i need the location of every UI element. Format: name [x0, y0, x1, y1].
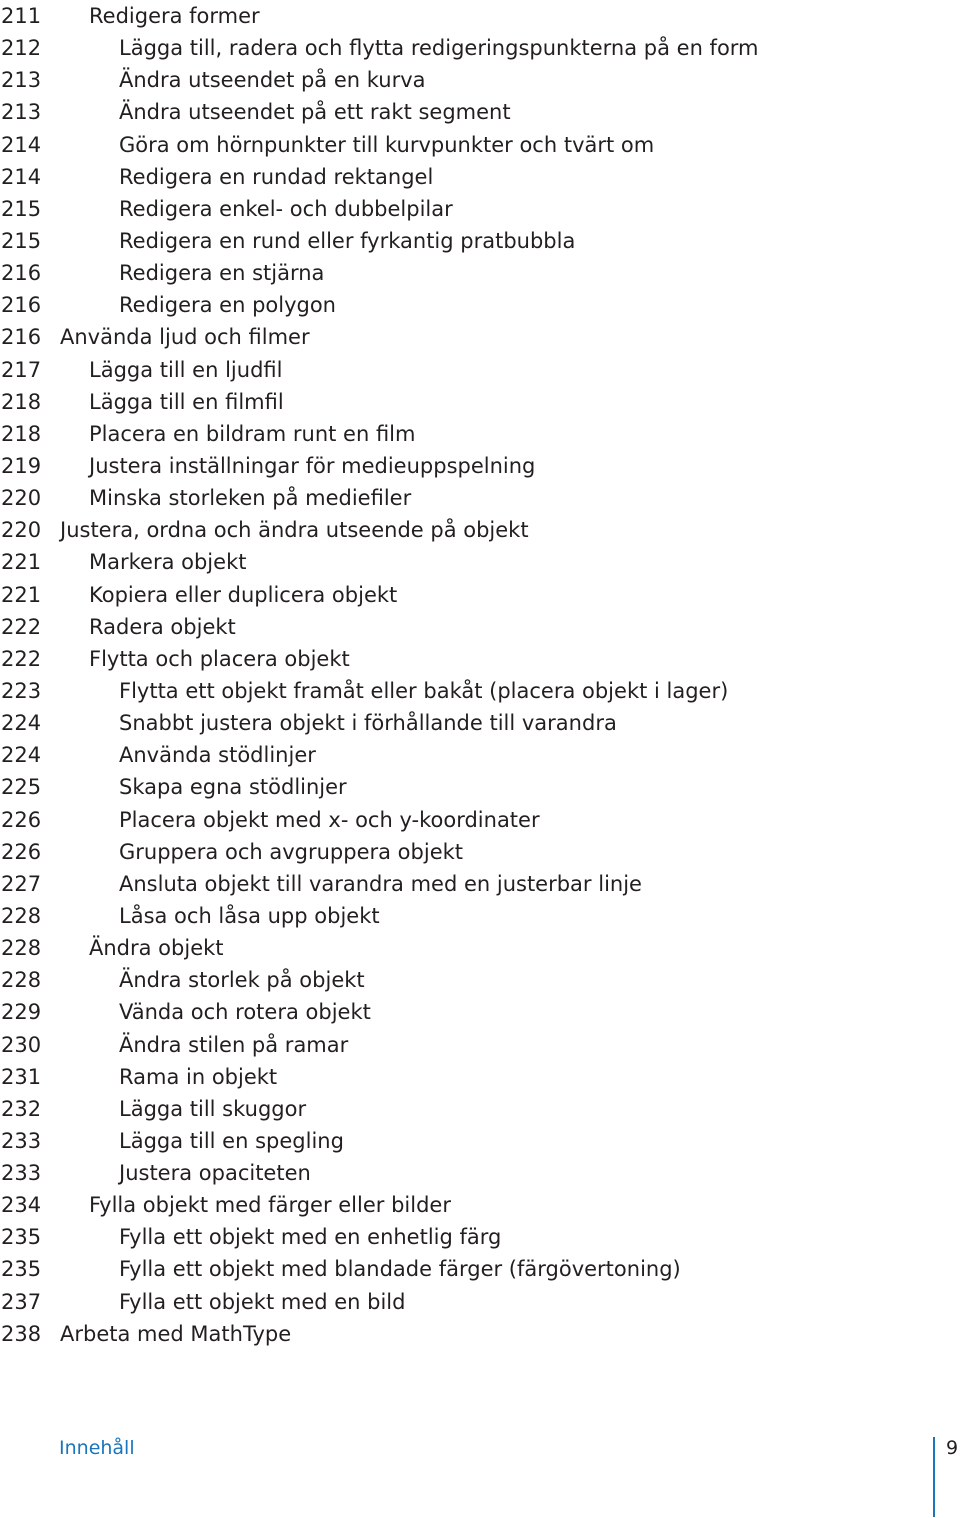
toc-entry-title[interactable]: Markera objekt	[89, 550, 247, 575]
toc-entry[interactable]	[0, 1189, 960, 1221]
toc-entry-title[interactable]: Kopiera eller duplicera objekt	[89, 582, 398, 607]
toc-entry-title[interactable]: Ändra stilen på ramar	[119, 1032, 349, 1057]
toc-entry-title[interactable]: Använda ljud och filmer	[60, 325, 310, 350]
toc-page-number: 237	[1, 1289, 42, 1314]
toc-page-number: 218	[1, 421, 42, 446]
toc-page-number: 231	[1, 1064, 42, 1089]
toc-entry[interactable]	[0, 354, 960, 386]
toc-entry[interactable]	[0, 1157, 960, 1189]
toc-entry-title[interactable]: Skapa egna stödlinjer	[119, 775, 347, 800]
toc-page-number: 214	[1, 132, 42, 157]
toc-entry-title[interactable]: Radera objekt	[89, 614, 236, 639]
toc-page-number: 225	[1, 775, 42, 800]
toc-entry-title[interactable]: Redigera en rund eller fyrkantig pratbubbla	[119, 228, 576, 253]
toc-page-number: 220	[1, 486, 42, 511]
toc-entry[interactable]	[0, 321, 960, 353]
toc-page-number: 218	[1, 389, 42, 414]
toc-page-number: 213	[1, 68, 42, 93]
toc-entry-title[interactable]: Ändra objekt	[89, 936, 224, 961]
toc-page-number: 221	[1, 550, 42, 575]
toc-entry-title[interactable]: Flytta och placera objekt	[89, 646, 350, 671]
toc-entry-title[interactable]: Lägga till en ljudfil	[89, 357, 283, 382]
toc-page-number: 224	[1, 743, 42, 768]
toc-entry-title[interactable]: Fylla ett objekt med en enhetlig färg	[119, 1225, 502, 1250]
toc-page-number: 226	[1, 839, 42, 864]
toc-entry-title[interactable]: Redigera en rundad rektangel	[119, 164, 434, 189]
toc-entry-title[interactable]: Placera objekt med x- och y-koordinater	[119, 807, 540, 832]
toc-entry-title[interactable]: Lägga till en filmfil	[89, 389, 284, 414]
toc-page-number: 233	[1, 1128, 42, 1153]
toc-entry-title[interactable]: Minska storleken på mediefiler	[89, 486, 412, 511]
toc-entry-title[interactable]: Ändra utseendet på ett rakt segment	[119, 100, 511, 125]
toc-entry[interactable]	[0, 771, 960, 803]
footer-page-number: 9	[946, 1437, 959, 1459]
toc-entry-title[interactable]: Ändra storlek på objekt	[119, 968, 365, 993]
toc-page-number: 211	[1, 4, 42, 28]
toc-entry-title[interactable]: Låsa och låsa upp objekt	[119, 903, 380, 928]
toc-entry-title[interactable]: Arbeta med MathType	[60, 1321, 292, 1346]
toc-entry-title[interactable]: Fylla ett objekt med blandade färger (färgövertoning)	[119, 1257, 681, 1282]
footer-section-link[interactable]: Innehåll	[59, 1437, 135, 1459]
toc-entry[interactable]	[0, 1221, 960, 1253]
toc-page-number: 216	[1, 325, 42, 350]
toc-entry[interactable]	[0, 386, 960, 418]
toc-entry[interactable]	[0, 161, 960, 193]
toc-entry[interactable]	[0, 1253, 960, 1285]
toc-page-number: 212	[1, 36, 42, 61]
toc-entry[interactable]	[0, 900, 960, 932]
toc-entry[interactable]	[0, 64, 960, 96]
toc-page-number: 213	[1, 100, 42, 125]
toc-entry-title[interactable]: Lägga till, radera och flytta redigeringspunkterna på en form	[119, 36, 759, 61]
toc-page-number: 222	[1, 646, 42, 671]
toc-entry-title[interactable]: Rama in objekt	[119, 1064, 278, 1089]
toc-entry-title[interactable]: Redigera former	[89, 4, 260, 28]
toc-page-number: 230	[1, 1032, 42, 1057]
toc-entry[interactable]	[0, 129, 960, 161]
toc-entry[interactable]	[0, 225, 960, 257]
toc-page-number: 222	[1, 614, 42, 639]
toc-entry[interactable]	[0, 611, 960, 643]
toc-entry-title[interactable]: Redigera en stjärna	[119, 261, 325, 286]
toc-entry-title[interactable]: Fylla objekt med färger eller bilder	[89, 1193, 451, 1218]
toc-entry[interactable]	[0, 868, 960, 900]
toc-entry[interactable]	[0, 257, 960, 289]
toc-entry[interactable]	[0, 579, 960, 611]
toc-entry[interactable]	[0, 32, 960, 64]
toc-page-number: 216	[1, 293, 42, 318]
toc-entry[interactable]	[0, 804, 960, 836]
toc-page-number: 216	[1, 261, 42, 286]
toc-entry-title[interactable]: Ändra utseendet på en kurva	[119, 68, 426, 93]
toc-entry-title[interactable]: Flytta ett objekt framåt eller bakåt (placera objekt i lager)	[119, 678, 729, 703]
toc-entry[interactable]	[0, 836, 960, 868]
toc-page-number: 223	[1, 678, 42, 703]
toc-entry[interactable]	[0, 1061, 960, 1093]
toc-entry-title[interactable]: Använda stödlinjer	[119, 743, 316, 768]
toc-page-number: 227	[1, 871, 42, 896]
toc-page-number: 228	[1, 936, 42, 961]
toc-entry-title[interactable]: Ansluta objekt till varandra med en justerbar linje	[119, 871, 642, 896]
toc-entry-title[interactable]: Justera, ordna och ändra utseende på objekt	[60, 518, 529, 543]
toc-entry[interactable]	[0, 1093, 960, 1125]
toc-entry-title[interactable]: Redigera en polygon	[119, 293, 336, 318]
toc-entry-title[interactable]: Justera inställningar för medieuppspelning	[89, 453, 536, 478]
toc-entry[interactable]	[0, 932, 960, 964]
toc-page-number: 215	[1, 196, 42, 221]
toc-entry[interactable]	[0, 193, 960, 225]
toc-entry[interactable]	[0, 482, 960, 514]
toc-page-number: 229	[1, 1000, 42, 1025]
toc-entry[interactable]	[0, 450, 960, 482]
toc-page-number: 238	[1, 1321, 42, 1346]
toc-entry-title[interactable]: Gruppera och avgruppera objekt	[119, 839, 464, 864]
toc-entry[interactable]	[0, 1318, 960, 1350]
toc-page-number: 226	[1, 807, 42, 832]
toc-page-number: 224	[1, 711, 42, 736]
toc-page-number: 219	[1, 453, 42, 478]
toc-entry[interactable]	[0, 289, 960, 321]
toc-page-number: 228	[1, 903, 42, 928]
toc-entry-title[interactable]: Justera opaciteten	[119, 1161, 311, 1186]
toc-page-number: 235	[1, 1257, 42, 1282]
toc-entry[interactable]	[0, 96, 960, 128]
toc-page-number: 228	[1, 968, 42, 993]
toc-page-number: 233	[1, 1161, 42, 1186]
toc-entry[interactable]	[0, 1029, 960, 1061]
toc-entry-title[interactable]: Redigera enkel- och dubbelpilar	[119, 196, 453, 221]
toc-entry[interactable]	[0, 643, 960, 675]
toc-entry[interactable]	[0, 1125, 960, 1157]
toc-entry[interactable]	[0, 0, 960, 32]
toc-entry[interactable]	[0, 707, 960, 739]
toc-entry[interactable]	[0, 964, 960, 996]
toc-entry[interactable]	[0, 546, 960, 578]
toc-page-number: 235	[1, 1225, 42, 1250]
toc-entry[interactable]	[0, 996, 960, 1028]
toc-entry[interactable]	[0, 418, 960, 450]
toc-page-number: 215	[1, 228, 42, 253]
toc-entry[interactable]	[0, 675, 960, 707]
toc-entry[interactable]	[0, 739, 960, 771]
toc-page-number: 234	[1, 1193, 42, 1218]
toc-entry-title[interactable]: Göra om hörnpunkter till kurvpunkter och tvärt om	[119, 132, 655, 157]
toc-entry[interactable]	[0, 1286, 960, 1318]
toc-page-number: 221	[1, 582, 42, 607]
toc-entry-title[interactable]: Vända och rotera objekt	[119, 1000, 371, 1025]
toc-entry[interactable]	[0, 514, 960, 546]
toc-entry-title[interactable]: Snabbt justera objekt i förhållande till varandra	[119, 711, 617, 736]
toc-entry-title[interactable]: Lägga till en spegling	[119, 1128, 344, 1153]
toc-entry-title[interactable]: Placera en bildram runt en film	[89, 421, 416, 446]
toc-page-number: 217	[1, 357, 42, 382]
toc-entry-title[interactable]: Fylla ett objekt med en bild	[119, 1289, 406, 1314]
footer-divider	[933, 1437, 935, 1517]
toc-page-number: 214	[1, 164, 42, 189]
toc-page-number: 220	[1, 518, 42, 543]
toc-entry-title[interactable]: Lägga till skuggor	[119, 1096, 307, 1121]
toc-page-number: 232	[1, 1096, 42, 1121]
